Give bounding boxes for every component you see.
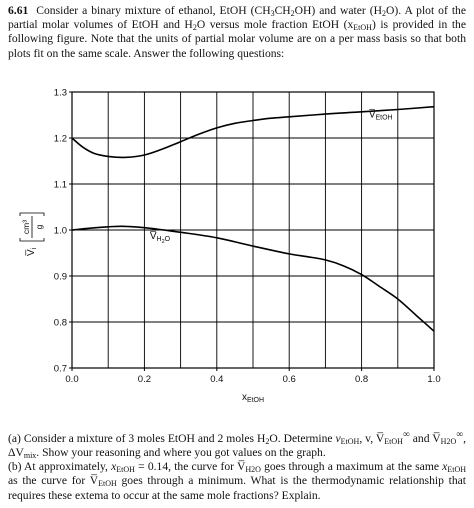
x-tick-label: 0.4: [210, 374, 224, 385]
x-tick-label: 0.0: [65, 374, 79, 385]
y-tick-label: 1.1: [53, 179, 67, 191]
problem-number: 6.61: [8, 4, 29, 17]
problem-statement: [8, 4, 466, 61]
partial-molar-volume-chart: [0, 78, 474, 408]
question-a: (a) Consider a mixture of 3 moles EtOH and 2 moles $H_2O$. Determine $v_{EtOH}$, v, $V̅_{EtOH}^\infty$ and $V̅_{H2O}^\infty$, $\Delta V_{mix}$. Show your reasoning and where you got values on the graph.: [8, 429, 467, 461]
y-axis-symbol: $V̅_i$: [26, 247, 38, 256]
y-tick-label: 1.3: [53, 87, 67, 99]
axis-ticks: [54, 88, 441, 386]
x-axis-label: $x_{EtOH}$: [241, 392, 265, 404]
question-b: (b) At approximately, $x_{EtOH} = 0.14$, the curve for $V̅_{H2O}$ goes through a maximum at the same $x_{EtOH}$ as the curve for $V̅_{EtOH}$ goes through a minimum. What is the thermodynamic relationship that requires these extema to occur at the same mole fractions? Explain.: [8, 460, 466, 502]
y-tick-label: 0.9: [53, 271, 67, 283]
y-tick-label: 1.0: [53, 225, 67, 237]
y-axis-label: [20, 213, 44, 256]
x-tick-label: 1.0: [427, 374, 441, 385]
problem-text: Consider a binary mixture of ethanol, EtOH $(CH_3CH_2OH)$ and water $(H_2O)$. A plot of the partial molar volumes of EtOH and $H_2O$ versus mole fraction EtOH $(x_{EtOH})$ is provided in the following figure. Note that the units of partial molar volume are on a per mass basis so that both plots fit on the same scale. Answer the following questions:: [8, 4, 466, 60]
chart-labels: [20, 108, 393, 404]
y-axis-unit-den: g: [34, 224, 44, 230]
questions-block: [8, 428, 466, 503]
y-axis-unit-num: cm³: [21, 219, 31, 235]
chart-grid: [72, 92, 434, 368]
y-tick-label: 1.2: [53, 133, 67, 145]
series-label-h2o: $V̅_{H2}^O$: [149, 231, 171, 246]
y-axis-bracket-right: [20, 213, 44, 216]
y-axis-bracket-left: [20, 238, 44, 241]
x-tick-label: 0.2: [137, 374, 152, 385]
y-tick-label: 0.7: [53, 363, 67, 375]
x-tick-label: 0.8: [354, 374, 369, 385]
series-label-etoh: $V̅_{EtOH}$: [368, 109, 393, 122]
x-tick-label: 0.6: [282, 374, 296, 385]
y-tick-label: 0.8: [53, 317, 67, 329]
